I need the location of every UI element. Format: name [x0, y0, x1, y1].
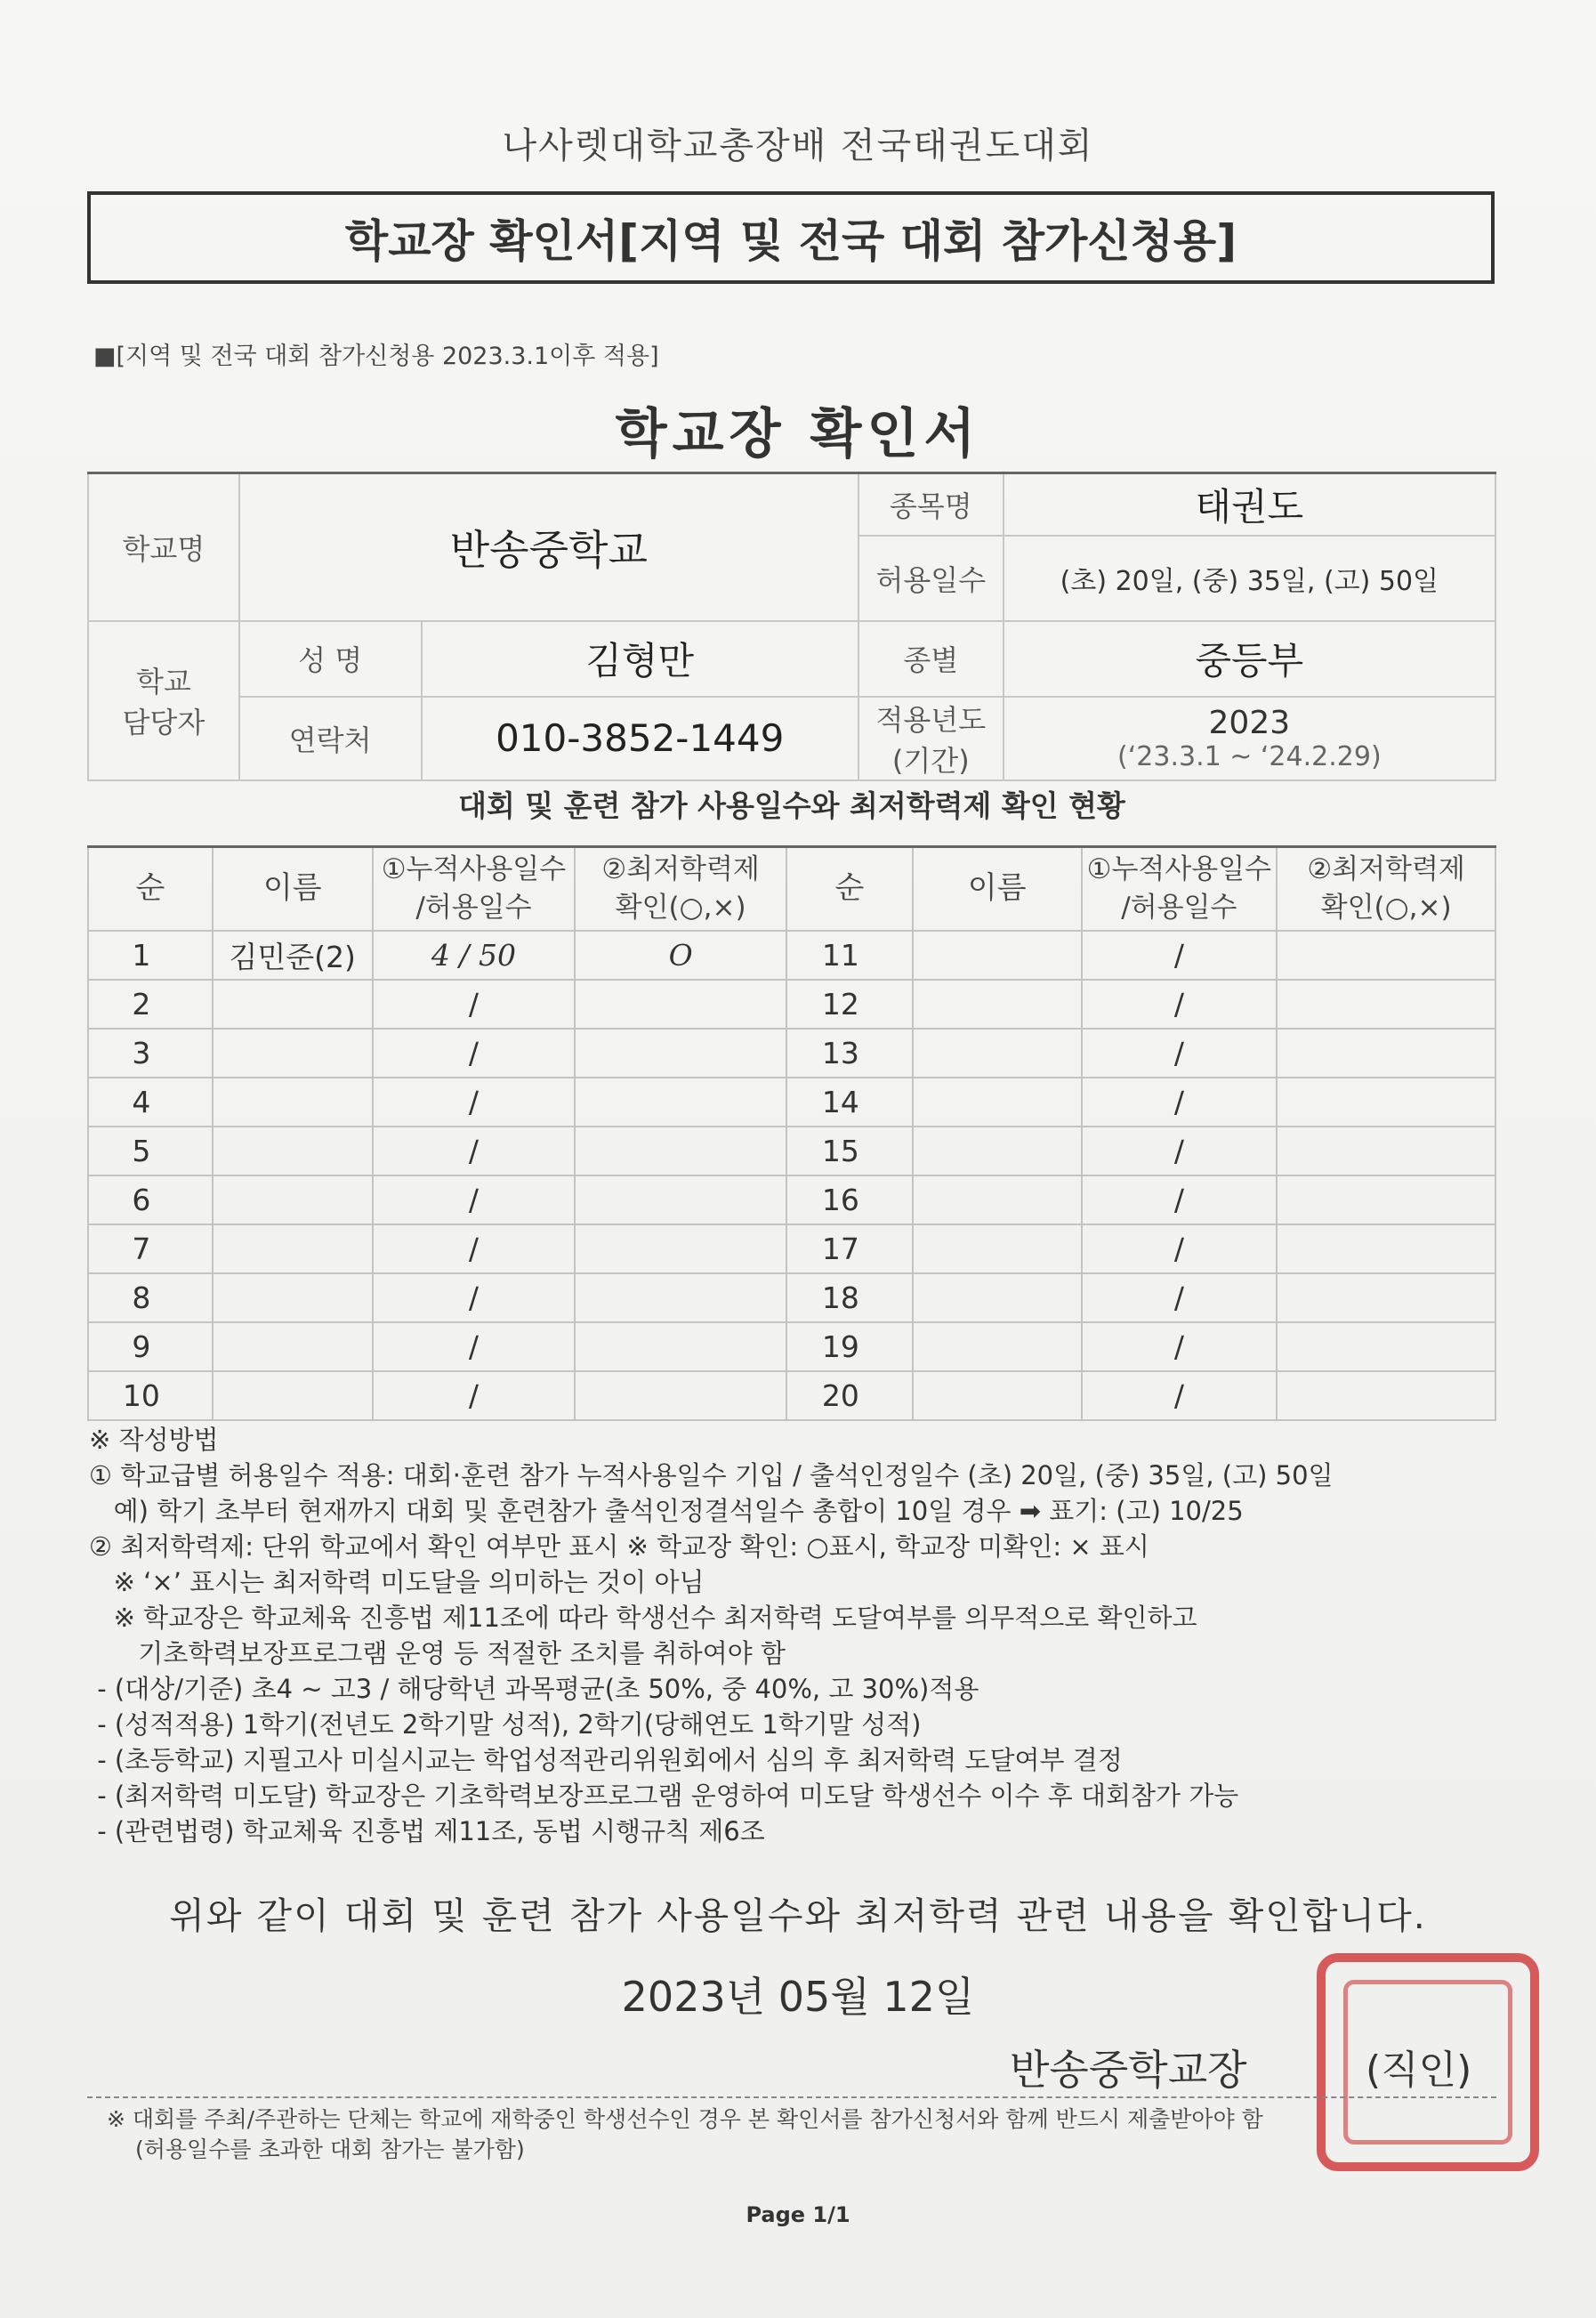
row-days: / — [1082, 1127, 1278, 1175]
instruction-line: - (초등학교) 지필고사 미실시교는 학업성적관리위원회에서 심의 후 최저학력 도달여부 결정 — [89, 1745, 1123, 1775]
year-label-line2: (기간) — [891, 743, 970, 778]
year-label-line1: 적용년도 — [875, 702, 987, 737]
roster-table — [87, 845, 1496, 1421]
contact-value: 010-3852-1449 — [422, 697, 858, 780]
confirmation-statement: 위와 같이 대회 및 훈련 참가 사용일수와 최저학력 관련 내용을 확인합니다. — [169, 1894, 1427, 1937]
row-name — [913, 1127, 1082, 1175]
row-days: / — [373, 1273, 576, 1322]
form-title: 학교장 확인서[지역 및 전국 대회 참가신청용] — [344, 215, 1237, 267]
row-check — [1277, 1322, 1495, 1371]
school-info-table — [87, 472, 1496, 781]
row-number: 1 — [88, 931, 213, 980]
row-days: / — [373, 1029, 576, 1078]
principal-title: 반송중학교장 — [1010, 2046, 1247, 2094]
row-check — [575, 1224, 786, 1273]
row-number: 9 — [88, 1322, 213, 1371]
row-check — [575, 1175, 786, 1224]
row-number: 16 — [786, 1175, 913, 1224]
row-number: 18 — [786, 1273, 913, 1322]
row-check — [575, 1371, 786, 1420]
col-header-days — [373, 847, 576, 932]
row-days: / — [373, 1224, 576, 1273]
table-row — [88, 1029, 1495, 1078]
row-number: 3 — [88, 1029, 213, 1078]
year-label — [858, 697, 1004, 780]
row-days: / — [373, 1078, 576, 1127]
row-name — [913, 1224, 1082, 1273]
year-cell — [1004, 697, 1495, 780]
row-check: O — [575, 931, 786, 980]
col-header-no-right: 순 — [786, 847, 913, 932]
col-header-check-right-line1: ②최저학력제 — [1307, 852, 1465, 885]
instruction-line: - (대상/기준) 초4 ~ 고3 / 해당학년 과목평균(초 50%, 중 40%, 고 30%)적용 — [89, 1674, 979, 1704]
row-days: 4 / 50 — [373, 931, 576, 980]
table-row — [88, 1127, 1495, 1175]
instruction-line: ② 최저학력제: 단위 학교에서 확인 여부만 표시 ※ 학교장 확인: ○표시, 학교장 미확인: × 표시 — [89, 1531, 1149, 1562]
row-days: / — [1082, 980, 1278, 1029]
row-check — [1277, 1029, 1495, 1078]
bottom-note-line1: ※ 대회를 주최/주관하는 단체는 학교에 재학중인 학생선수인 경우 본 확인서를 참가신청서와 함께 반드시 제출받아야 함 — [107, 2106, 1263, 2132]
row-name — [913, 1371, 1082, 1420]
row-days: / — [373, 980, 576, 1029]
row-number: 13 — [786, 1029, 913, 1078]
row-name — [213, 1127, 373, 1175]
row-name — [913, 1322, 1082, 1371]
row-name — [213, 1273, 373, 1322]
row-name — [213, 1322, 373, 1371]
row-check — [1277, 1078, 1495, 1127]
row-number: 11 — [786, 931, 913, 980]
table-row — [88, 1175, 1495, 1224]
table-row — [88, 1322, 1495, 1371]
division-value: 중등부 — [1004, 621, 1495, 697]
row-days: / — [1082, 1078, 1278, 1127]
period-value: (‘23.3.1 ~ ‘24.2.29) — [1117, 740, 1382, 772]
divider — [87, 2096, 1496, 2098]
instruction-line: 예) 학기 초부터 현재까지 대회 및 훈련참가 출석인정결석일수 총합이 10일 경우 ➡ 표기: (고) 10/25 — [89, 1496, 1244, 1526]
event-label: 종목명 — [858, 473, 1004, 536]
row-days: / — [1082, 931, 1278, 980]
row-number: 6 — [88, 1175, 213, 1224]
row-days: / — [1082, 1371, 1278, 1420]
row-check — [1277, 1127, 1495, 1175]
row-number: 20 — [786, 1371, 913, 1420]
seal-label: (직인) — [1366, 2047, 1472, 2093]
bottom-note-line2: (허용일수를 초과한 대회 참가는 불가함) — [135, 2136, 525, 2162]
allowed-days-label: 허용일수 — [858, 536, 1004, 621]
row-days: / — [373, 1371, 576, 1420]
row-number: 2 — [88, 980, 213, 1029]
form-title-box — [87, 191, 1495, 284]
main-title: 학교장 확인서 — [615, 403, 981, 465]
year-value: 2023 — [1208, 704, 1291, 741]
row-number: 15 — [786, 1127, 913, 1175]
row-name — [913, 1273, 1082, 1322]
instruction-line: ※ 학교장은 학교체육 진흥법 제11조에 따라 학생선수 최저학력 도달여부를 의무적으로 확인하고 — [89, 1603, 1197, 1633]
row-number: 8 — [88, 1273, 213, 1322]
row-days: / — [1082, 1029, 1278, 1078]
col-header-days-right — [1082, 847, 1278, 932]
row-check — [1277, 1273, 1495, 1322]
row-name — [913, 1078, 1082, 1127]
allowed-days-value: (초) 20일, (중) 35일, (고) 50일 — [1004, 536, 1495, 621]
row-name — [213, 1224, 373, 1273]
instruction-line: - (관련법령) 학교체육 진흥법 제11조, 동법 시행규칙 제6조 — [89, 1816, 765, 1846]
row-check — [575, 1273, 786, 1322]
row-days: / — [1082, 1175, 1278, 1224]
col-header-no: 순 — [88, 847, 213, 932]
bottom-note — [107, 2104, 1495, 2165]
row-number: 10 — [88, 1371, 213, 1420]
name-label: 성 명 — [239, 621, 422, 697]
row-days: / — [1082, 1273, 1278, 1322]
row-number: 17 — [786, 1224, 913, 1273]
instruction-line: 기초학력보장프로그램 운영 등 적절한 조치를 취하여야 함 — [89, 1638, 786, 1668]
row-check — [575, 1078, 786, 1127]
col-header-days-line2: /허용일수 — [415, 892, 532, 924]
row-check — [1277, 1224, 1495, 1273]
row-days: / — [1082, 1224, 1278, 1273]
manager-label — [88, 621, 239, 780]
page-number: Page 1/1 — [746, 2202, 850, 2227]
instruction-line: - (최저학력 미도달) 학교장은 기초학력보장프로그램 운영하여 미도달 학생선수 이수 후 대회참가 가능 — [89, 1781, 1239, 1811]
issue-date: 2023년 05월 12일 — [621, 1973, 975, 2021]
row-name — [213, 1175, 373, 1224]
instruction-line: - (성적적용) 1학기(전년도 2학기말 성적), 2학기(당해연도 1학기말 성적) — [89, 1709, 922, 1740]
col-header-check-line2: 확인(○,×) — [615, 892, 746, 924]
row-name — [213, 1078, 373, 1127]
division-label: 종별 — [858, 621, 1004, 697]
row-check — [1277, 931, 1495, 980]
instruction-line: ① 학교급별 허용일수 적용: 대회·훈련 참가 누적사용일수 기입 / 출석인정일수 (초) 20일, (중) 35일, (고) 50일 — [89, 1460, 1334, 1490]
writing-instructions — [89, 1422, 1512, 1849]
row-days: / — [373, 1127, 576, 1175]
row-days: / — [373, 1175, 576, 1224]
instruction-line: ※ 작성방법 — [89, 1425, 219, 1455]
col-header-days-right-line1: ①누적사용일수 — [1086, 852, 1272, 885]
manager-label-line2: 담당자 — [122, 706, 206, 739]
event-caption: 나사렛대학교총장배 전국태권도대회 — [502, 125, 1094, 166]
col-header-days-line1: ①누적사용일수 — [381, 852, 567, 885]
col-header-name: 이름 — [213, 847, 373, 932]
school-value: 반송중학교 — [239, 473, 858, 621]
row-name — [913, 931, 1082, 980]
row-check — [1277, 980, 1495, 1029]
row-number: 5 — [88, 1127, 213, 1175]
name-value: 김형만 — [422, 621, 858, 697]
row-name — [913, 1029, 1082, 1078]
row-check — [1277, 1175, 1495, 1224]
instruction-line: ※ ‘×’ 표시는 최저학력 미도달을 의미하는 것이 아님 — [89, 1567, 705, 1597]
row-name — [913, 980, 1082, 1029]
row-number: 12 — [786, 980, 913, 1029]
row-number: 7 — [88, 1224, 213, 1273]
row-check — [575, 980, 786, 1029]
row-check — [575, 1029, 786, 1078]
contact-label: 연락처 — [239, 697, 422, 780]
row-days: / — [1082, 1322, 1278, 1371]
row-number: 14 — [786, 1078, 913, 1127]
event-value: 태권도 — [1004, 473, 1495, 536]
row-name — [213, 1029, 373, 1078]
row-name — [213, 1371, 373, 1420]
col-header-check-right-line2: 확인(○,×) — [1320, 892, 1452, 924]
school-label: 학교명 — [88, 473, 239, 621]
table-row — [88, 1078, 1495, 1127]
table-row — [88, 931, 1495, 980]
col-header-check — [575, 847, 786, 932]
col-header-days-right-line2: /허용일수 — [1121, 892, 1237, 924]
row-check — [575, 1127, 786, 1175]
table-row — [88, 980, 1495, 1029]
col-header-name-right: 이름 — [913, 847, 1082, 932]
table-row — [88, 1371, 1495, 1420]
row-name — [213, 980, 373, 1029]
row-number: 19 — [786, 1322, 913, 1371]
row-name: 김민준(2) — [213, 931, 373, 980]
table-row — [88, 1224, 1495, 1273]
applicability-note: ■[지역 및 전국 대회 참가신청용 2023.3.1이후 적용] — [93, 343, 659, 370]
manager-label-line1: 학교 — [135, 665, 191, 699]
col-header-check-right — [1277, 847, 1495, 932]
row-check — [1277, 1371, 1495, 1420]
col-header-check-line1: ②최저학력제 — [601, 852, 760, 885]
row-name — [913, 1175, 1082, 1224]
row-check — [575, 1322, 786, 1371]
row-days: / — [373, 1322, 576, 1371]
row-number: 4 — [88, 1078, 213, 1127]
table-row — [88, 1273, 1495, 1322]
roster-title: 대회 및 훈련 참가 사용일수와 최저학력제 확인 현황 — [458, 788, 1125, 823]
